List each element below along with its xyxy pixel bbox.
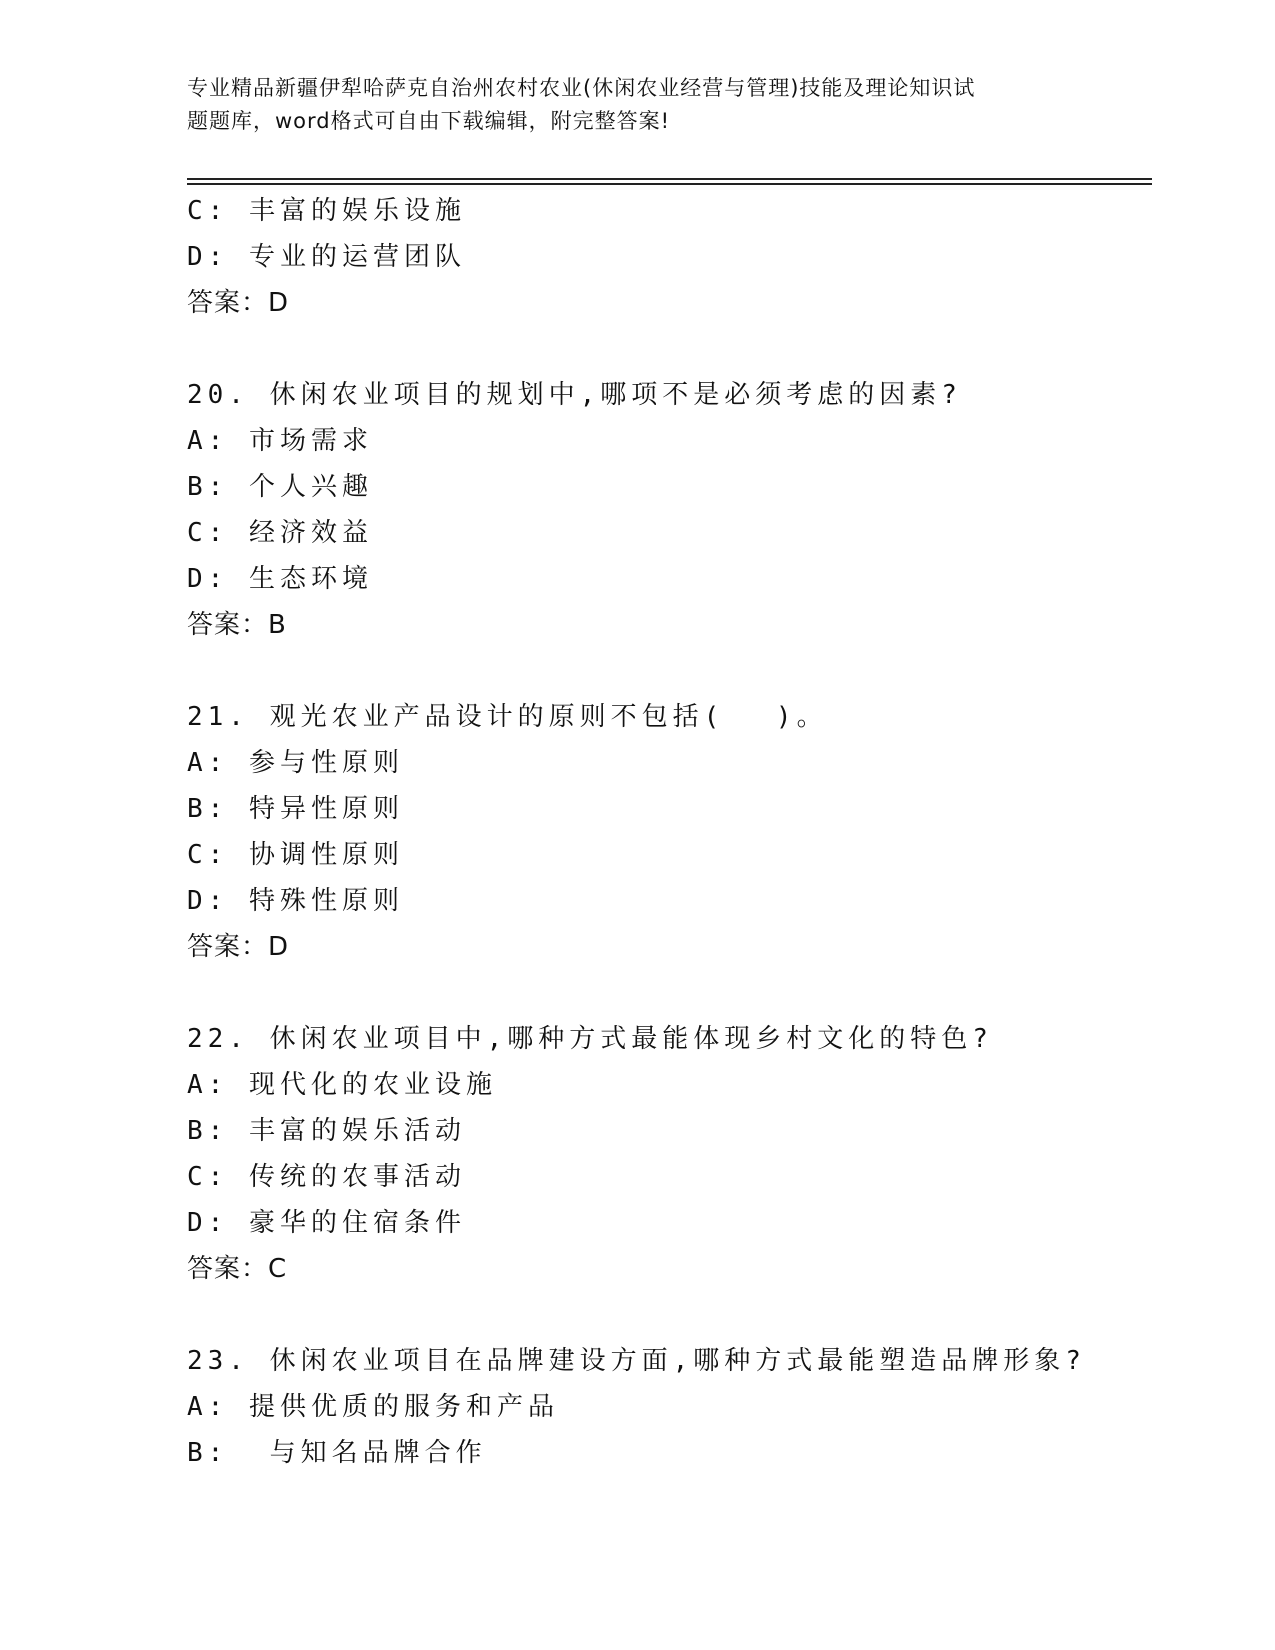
option-d: D: 专业的运营团队: [187, 242, 466, 272]
answer-line: 答案：C: [187, 1254, 288, 1284]
question-20: [187, 372, 1147, 648]
answer-line: 答案：D: [187, 932, 290, 962]
header-line-2: 题题库，word格式可自由下载编辑，附完整答案!: [187, 109, 671, 133]
question-list: [187, 188, 1147, 1476]
option-d: D: 生态环境: [187, 564, 373, 594]
question-text: 20. 休闲农业项目的规划中,哪项不是必须考虑的因素?: [187, 380, 962, 410]
option-d: D: 特殊性原则: [187, 886, 404, 916]
question-21: [187, 694, 1147, 970]
header-line-1: 专业精品新疆伊犁哈萨克自治州农村农业(休闲农业经营与管理)技能及理论知识试: [187, 76, 976, 100]
option-c: C: 协调性原则: [187, 840, 404, 870]
option-d: D: 豪华的住宿条件: [187, 1208, 466, 1238]
answer-line: 答案：B: [187, 610, 287, 640]
option-a: A: 市场需求: [187, 426, 373, 456]
spacer: [187, 1292, 1147, 1338]
option-a: A: 提供优质的服务和产品: [187, 1392, 559, 1422]
header-divider-bottom: [187, 183, 1152, 185]
question-23: [187, 1338, 1147, 1476]
header-divider-top: [187, 178, 1152, 180]
option-c: C: 经济效益: [187, 518, 373, 548]
option-c: C: 丰富的娱乐设施: [187, 196, 466, 226]
spacer: [187, 648, 1147, 694]
question-text: 22. 休闲农业项目中,哪种方式最能体现乡村文化的特色?: [187, 1024, 993, 1054]
continued-question: [187, 188, 1147, 326]
option-a: A: 参与性原则: [187, 748, 404, 778]
option-b: B: 丰富的娱乐活动: [187, 1116, 466, 1146]
answer-line: 答案：D: [187, 288, 290, 318]
option-b: B: 与知名品牌合作: [187, 1438, 487, 1468]
option-a: A: 现代化的农业设施: [187, 1070, 497, 1100]
option-c: C: 传统的农事活动: [187, 1162, 466, 1192]
option-b: B: 个人兴趣: [187, 472, 373, 502]
question-22: [187, 1016, 1147, 1292]
document-header: [187, 72, 1087, 138]
spacer: [187, 326, 1147, 372]
spacer: [187, 970, 1147, 1016]
question-text: 23. 休闲农业项目在品牌建设方面,哪种方式最能塑造品牌形象?: [187, 1346, 1086, 1376]
option-b: B: 特异性原则: [187, 794, 404, 824]
question-text: 21. 观光农业产品设计的原则不包括( )。: [187, 702, 828, 732]
